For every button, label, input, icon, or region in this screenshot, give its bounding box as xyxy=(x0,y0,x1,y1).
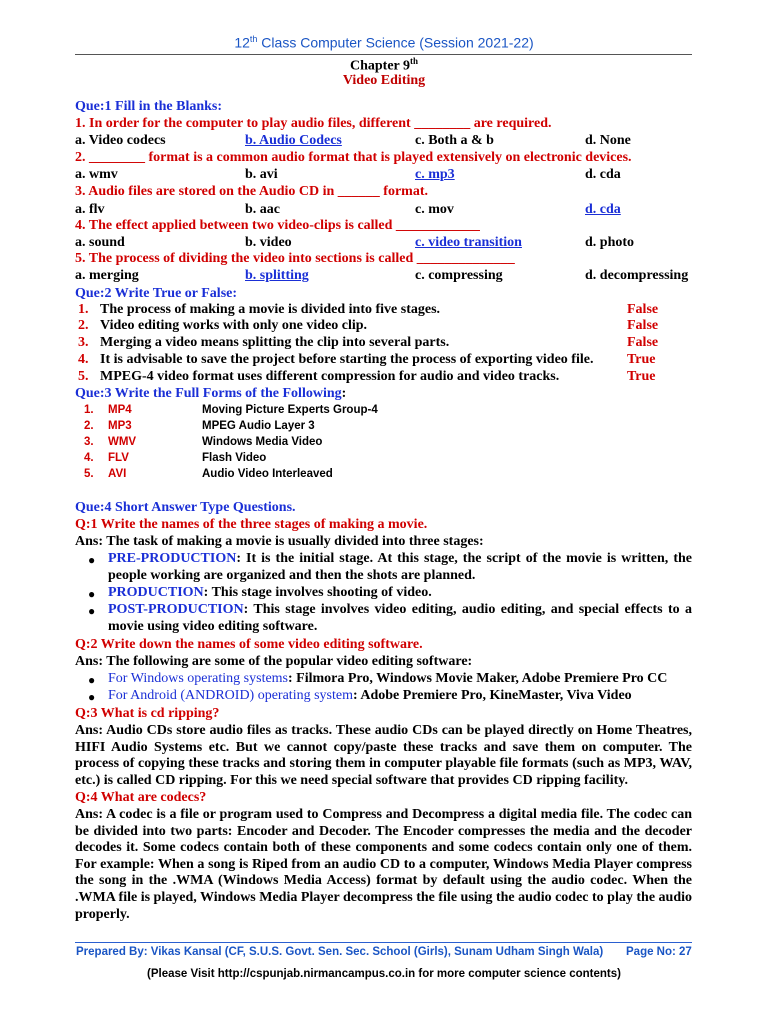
q3-item-2-abbr: MP3 xyxy=(108,420,132,432)
q2-heading: Que:2 Write True or False: xyxy=(75,286,238,301)
q1-heading: Que:1 Fill in the Blanks: xyxy=(75,99,223,114)
q3-item-4-number: 4. xyxy=(84,452,94,464)
q1-item-3-option-c: c. mov xyxy=(415,202,454,217)
header-rule xyxy=(75,54,692,55)
chapter-title-text: Chapter 9 xyxy=(349,58,410,74)
sq3-question: Q:3 What is cd ripping? xyxy=(75,706,220,721)
q1-item-3-question: 3. Audio files are stored on the Audio CD in ______ format. xyxy=(75,184,428,199)
bullet-dot-icon: ● xyxy=(88,673,96,687)
q3-item-3-abbr: WMV xyxy=(108,436,137,448)
sq1-bullet-3-text: : This stage involves video editing, audio editing, and special effects to a movie using video editing software. xyxy=(108,602,692,634)
q3-item-3-number: 3. xyxy=(84,436,94,448)
q1-item-1-option-b: b. Audio Codecs xyxy=(245,133,342,148)
sq1-bullet-3-label: POST-PRODUCTION xyxy=(108,602,244,617)
sq1-question: Q:1 Write the names of the three stages of making a movie. xyxy=(75,517,428,532)
q1-item-3-option-d: d. cda xyxy=(585,202,621,217)
q3-item-5-abbr: AVI xyxy=(108,468,127,480)
q3-heading-text: Que:3 Write the Full Forms of the Following xyxy=(75,386,342,401)
bullet-dot-icon: ● xyxy=(88,587,96,601)
q3-item-2-full: MPEG Audio Layer 3 xyxy=(202,420,315,432)
q2-item-3-number: 3. xyxy=(78,335,89,350)
q2-item-5-text: MPEG-4 video format uses different compression for audio and video tracks. xyxy=(100,369,560,384)
q1-item-2-question: 2. ________ format is a common audio format that is played extensively on electronic devices. xyxy=(75,150,632,165)
q1-item-2-option-b: b. avi xyxy=(245,167,278,182)
q3-item-5-number: 5. xyxy=(84,468,94,480)
q1-item-1-option-d: d. None xyxy=(585,133,631,148)
footer-prepared-by: Prepared By: Vikas Kansal (CF, S.U.S. Govt. Sen. Sec. School (Girls), Sunam Udham Singh Wala) xyxy=(76,946,604,958)
sq1-bullet-2-label: PRODUCTION xyxy=(108,585,204,600)
q1-item-5-option-b: b. splitting xyxy=(245,268,309,283)
q1-item-4-option-c: c. video transition xyxy=(415,235,522,250)
q1-item-2-option-d: d. cda xyxy=(585,167,621,182)
q3-heading xyxy=(75,386,346,402)
q1-item-1-question: 1. In order for the computer to play audio files, different ________ are required. xyxy=(75,116,552,131)
sq2-bullet-2-text: : Adobe Premiere Pro, KineMaster, Viva Video xyxy=(352,688,632,703)
sq2-question: Q:2 Write down the names of some video editing software. xyxy=(75,637,423,652)
header-title-text: Class Computer Science (Session 2021-22) xyxy=(257,34,534,51)
q1-item-3-option-a: a. flv xyxy=(75,202,105,217)
chapter-title xyxy=(0,56,768,75)
sq1-bullet-1-label: PRE-PRODUCTION xyxy=(108,551,237,566)
q2-item-2-answer: False xyxy=(627,318,659,333)
q3-item-4-full: Flash Video xyxy=(202,452,267,464)
sq4-answer: Ans: A codec is a file or program used to Compress and Decompress a digital media file. The codec can be divided into two parts: Encoder and Decoder. The Encoder compresses the media and the decoder decodes it. Some codecs contain both of these components and some codecs contain only one of them. For example: When a song is Riped from an audio CD to a computer, Windows Media Player compress the song in the .WMA (Windows Media Access) format by default using the audio codec. When the .WMA file is played, Windows Media Player decompress the file using the audio codec to play the audio properly. xyxy=(75,807,692,922)
q2-item-1-text: The process of making a movie is divided into five stages. xyxy=(100,302,441,317)
q1-item-3-option-b: b. aac xyxy=(245,202,280,217)
q2-item-2-text: Video editing works with only one video clip. xyxy=(100,318,368,333)
q3-item-3-full: Windows Media Video xyxy=(202,436,323,448)
q3-item-2-number: 2. xyxy=(84,420,94,432)
footer-page-number: Page No: 27 xyxy=(626,946,692,958)
q1-item-4-option-b: b. video xyxy=(245,235,292,250)
q1-item-5-option-a: a. merging xyxy=(75,268,139,283)
q3-item-5-full: Audio Video Interleaved xyxy=(202,468,333,480)
q1-item-4-option-a: a. sound xyxy=(75,235,125,250)
sq1-answer: Ans: The task of making a movie is usually divided into three stages: xyxy=(75,534,484,549)
bullet-dot-icon: ● xyxy=(88,604,96,618)
q2-item-5-number: 5. xyxy=(78,369,89,384)
sq4-question: Q:4 What are codecs? xyxy=(75,790,207,805)
q1-item-1-option-c: c. Both a & b xyxy=(415,133,494,148)
q1-item-5-question: 5. The process of dividing the video into sections is called ______________ xyxy=(75,251,515,266)
sq2-bullet-2-label: For Android (ANDROID) operating system xyxy=(108,688,353,703)
footer-visit-note: (Please Visit http://cspunjab.nirmancampus.co.in for more computer science contents) xyxy=(147,968,621,980)
header-title-sup: th xyxy=(249,34,258,44)
q1-item-4-option-d: d. photo xyxy=(585,235,635,250)
q1-item-2-option-a: a. wmv xyxy=(75,167,118,182)
q2-item-4-text: It is advisable to save the project before starting the process of exporting video file. xyxy=(100,352,594,367)
sq1-bullet-pre-production xyxy=(108,551,692,584)
q3-item-4-abbr: FLV xyxy=(108,452,129,464)
sq1-bullet-post-production xyxy=(108,602,692,635)
sq1-bullet-production xyxy=(108,585,692,602)
bullet-dot-icon: ● xyxy=(88,690,96,704)
sq2-bullet-1-label: For Windows operating systems xyxy=(108,671,289,686)
chapter-subtitle: Video Editing xyxy=(342,73,426,88)
q1-item-1-option-a: a. Video codecs xyxy=(75,133,166,148)
q1-item-4-question: 4. The effect applied between two video-clips is called ____________ xyxy=(75,218,480,233)
q3-item-1-number: 1. xyxy=(84,404,94,416)
q1-item-2-option-c: c. mp3 xyxy=(415,167,455,182)
sq1-bullet-1-text: : It is the initial stage. At this stage, the script of the movie is written, the people working are organized and then the shots are planned. xyxy=(108,551,692,583)
sq2-bullet-windows xyxy=(108,671,692,688)
q4-heading: Que:4 Short Answer Type Questions. xyxy=(75,500,296,515)
q2-item-1-number: 1. xyxy=(78,302,89,317)
page-header-title xyxy=(0,34,768,51)
q3-item-1-abbr: MP4 xyxy=(108,404,132,416)
q2-item-3-answer: False xyxy=(627,335,659,350)
sq1-bullet-2-text: : This stage involves shooting of video. xyxy=(203,585,432,600)
q2-item-1-answer: False xyxy=(627,302,659,317)
sq2-bullet-android xyxy=(108,688,692,705)
q1-item-5-option-c: c. compressing xyxy=(415,268,503,283)
sq3-answer: Ans: Audio CDs store audio files as tracks. These audio CDs can be played directly on Home Theatres, HIFI Audio Systems etc. But we cannot copy/paste these tracks and save them on computer. The process of copying these tracks and storing them in computer playable file formats (such as MP3, WAV, etc.) is called CD ripping. For this we need special software that provides CD ripping facility. xyxy=(75,723,692,788)
q3-item-1-full: Moving Picture Experts Group-4 xyxy=(202,404,378,416)
q2-item-3-text: Merging a video means splitting the clip into several parts. xyxy=(100,335,450,350)
q2-item-5-answer: True xyxy=(627,369,656,384)
q3-heading-colon: : xyxy=(341,386,347,401)
q1-item-5-option-d: d. decompressing xyxy=(585,268,689,283)
q2-item-2-number: 2. xyxy=(78,318,89,333)
header-title-number: 12 xyxy=(234,34,250,51)
sq2-bullet-1-text: : Filmora Pro, Windows Movie Maker, Adobe Premiere Pro CC xyxy=(288,671,668,686)
bullet-dot-icon: ● xyxy=(88,553,96,567)
chapter-title-sup: th xyxy=(410,56,419,66)
sq2-answer: Ans: The following are some of the popular video editing software: xyxy=(75,654,473,669)
q2-item-4-answer: True xyxy=(627,352,656,367)
footer-rule xyxy=(75,942,692,943)
q2-item-4-number: 4. xyxy=(78,352,89,367)
